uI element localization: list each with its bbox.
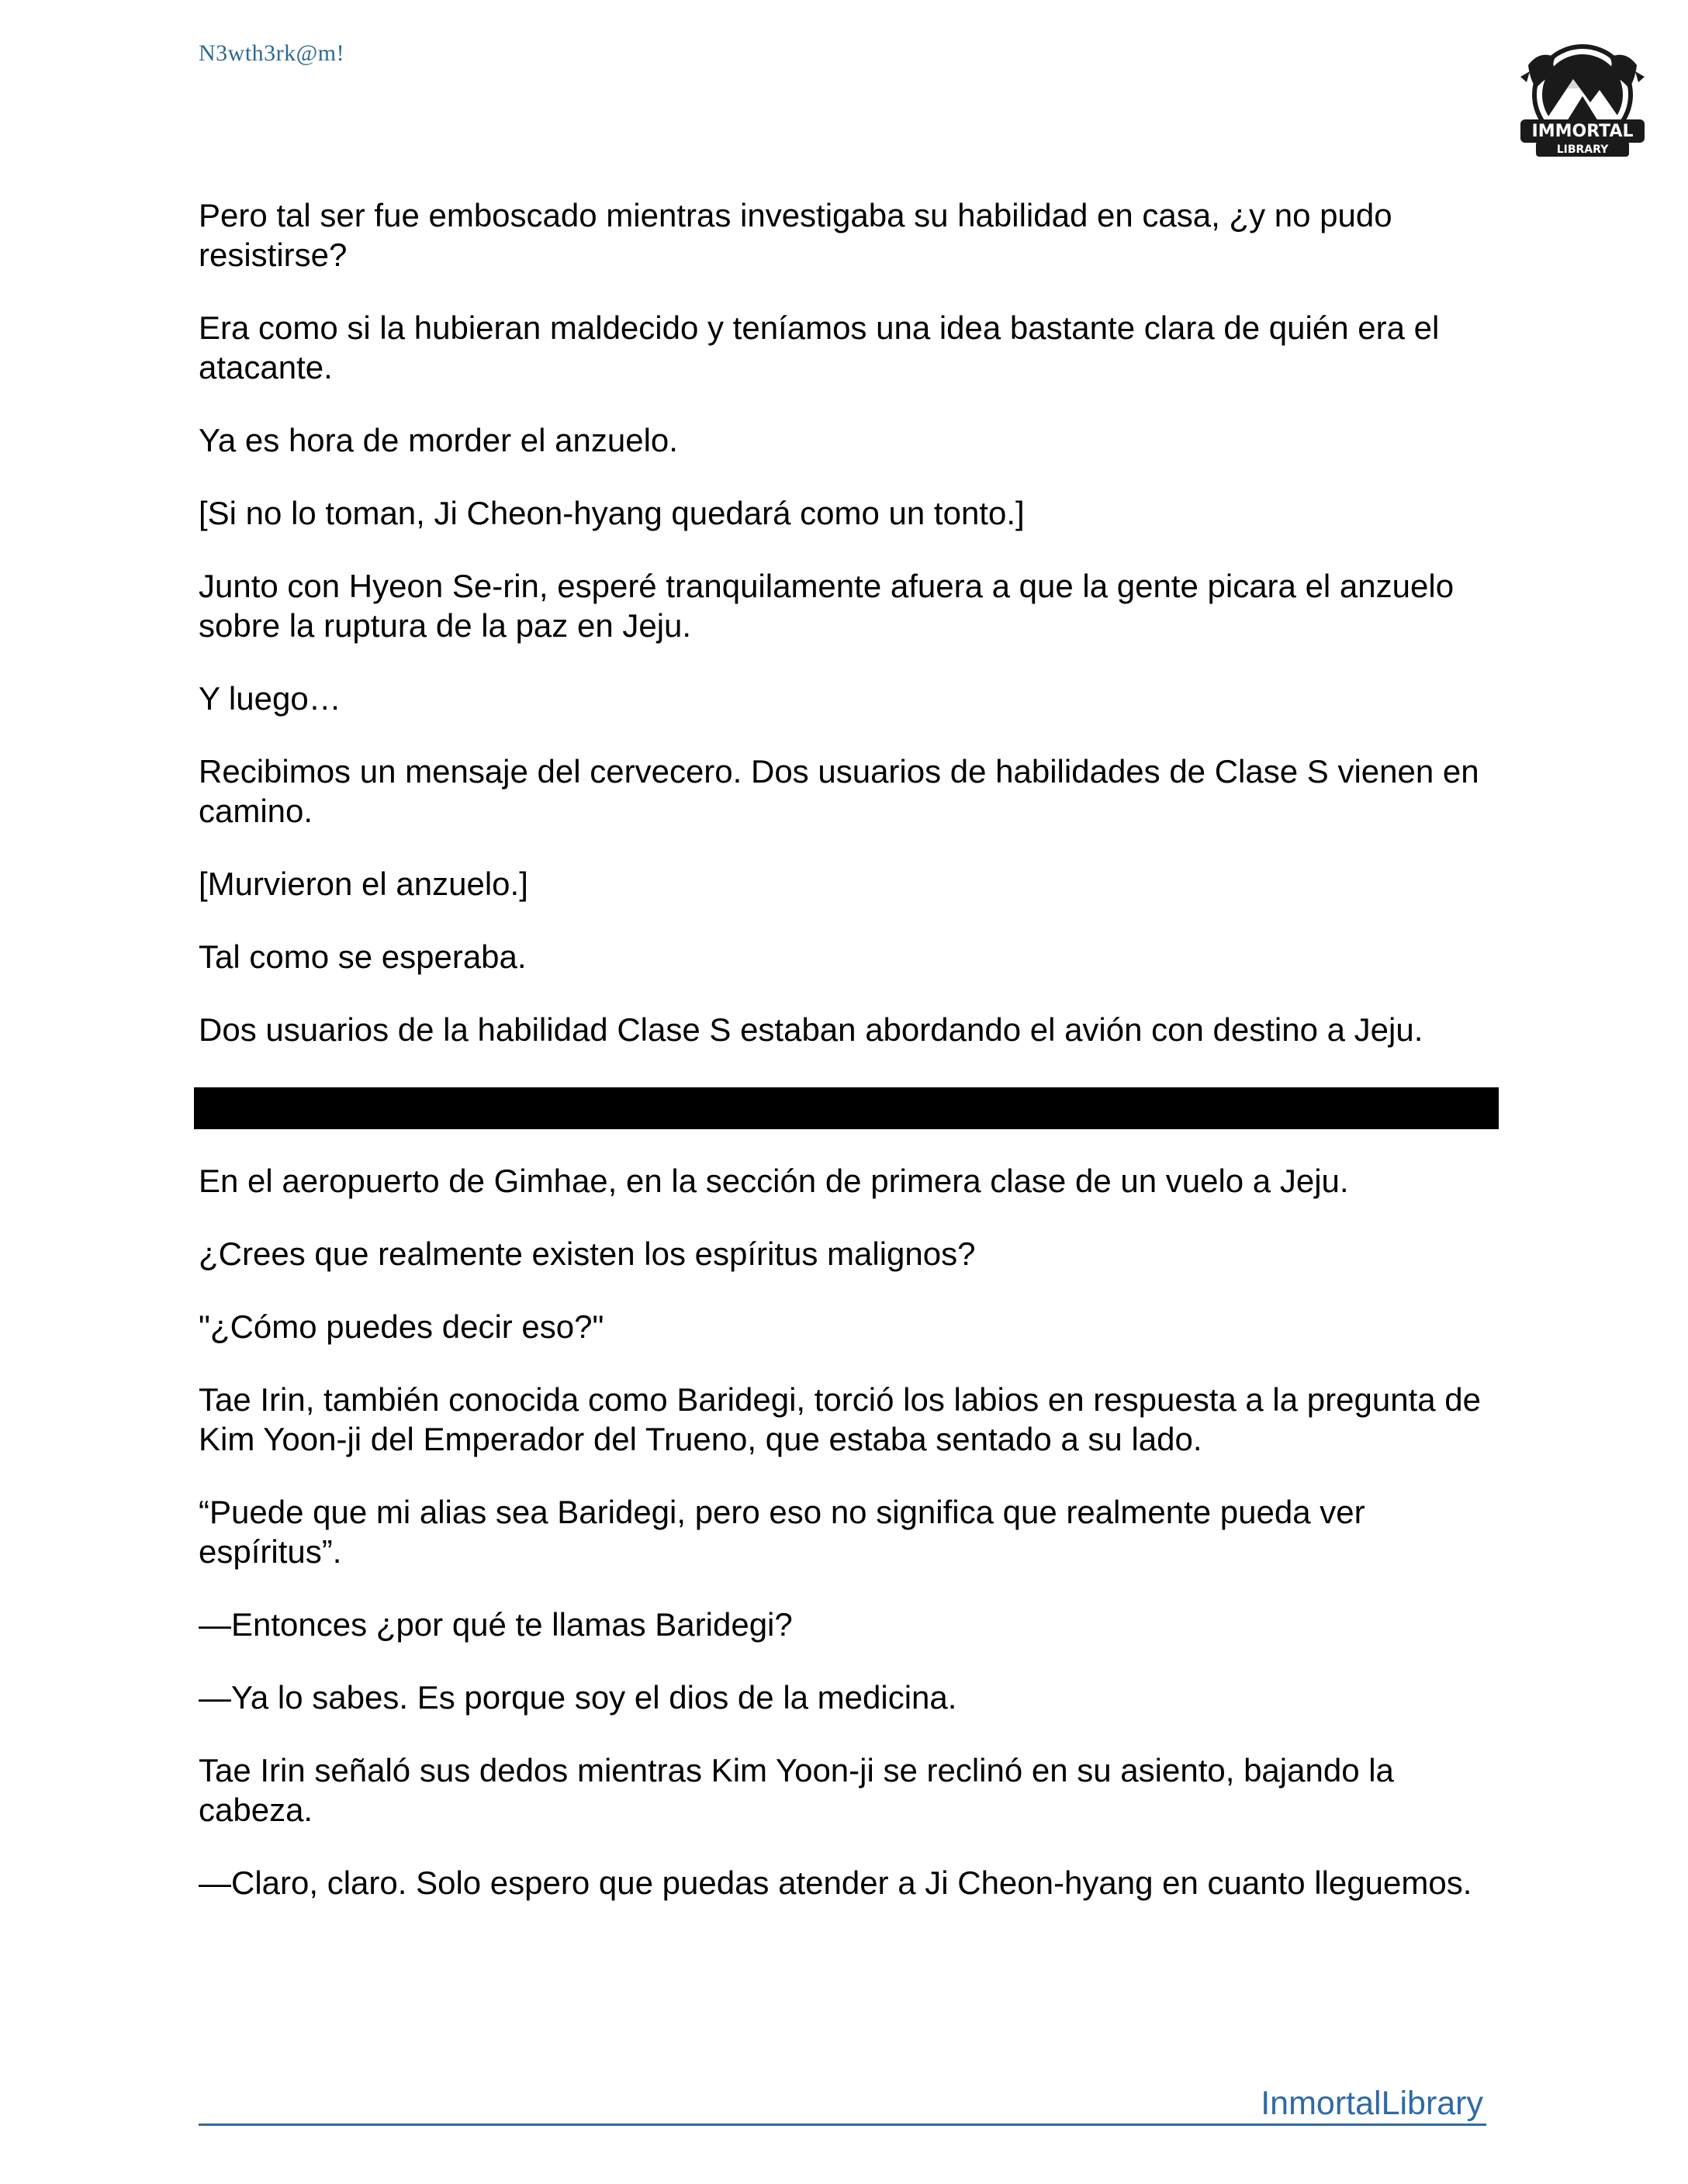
paragraph: En el aeropuerto de Gimhae, en la sección de primera clase de un vuelo a Jeju. [199, 1163, 1349, 1199]
header-watermark-text: N3wth3rk@m! [199, 40, 345, 66]
logo-text-top: IMMORTAL [1531, 122, 1634, 141]
paragraph: Ya es hora de morder el anzuelo. [199, 422, 678, 458]
paragraph: Tae Irin señaló sus dedos mientras Kim Yoon-ji se reclinó en su asiento, bajando la cabeza. [199, 1752, 1394, 1828]
body-text-section-1 [199, 195, 1502, 1083]
paragraph: Era como si la hubieran maldecido y teníamos una idea bastante clara de quién era el atacante. [199, 309, 1440, 385]
paragraph: —Claro, claro. Solo espero que puedas atender a Ji Cheon-hyang en cuanto lleguemos. [199, 1864, 1472, 1901]
section-divider-bar [194, 1087, 1499, 1129]
body-text-section-2 [199, 1161, 1502, 1936]
paragraph: Dos usuarios de la habilidad Clase S estaban abordando el avión con destino a Jeju. [199, 1011, 1423, 1048]
paragraph: Junto con Hyeon Se-rin, esperé tranquilamente afuera a que la gente picara el anzuelo sobre la ruptura de la paz en Jeju. [199, 568, 1455, 644]
paragraph: [Si no lo toman, Ji Cheon-hyang quedará como un tonto.] [199, 495, 1025, 531]
paragraph: ¿Crees que realmente existen los espíritus malignos? [199, 1235, 976, 1272]
paragraph: Pero tal ser fue emboscado mientras investigaba su habilidad en casa, ¿y no pudo resistirse? [199, 197, 1392, 273]
footer-inmortal-library-link[interactable]: InmortalLibrary [1261, 2085, 1483, 2122]
paragraph: "¿Cómo puedes decir eso?" [199, 1308, 604, 1345]
paragraph: Tae Irin, también conocida como Baridegi, torció los labios en respuesta a la pregunta de Kim Yoon-ji del Emperador del Trueno, que estaba sentado a su lado. [199, 1381, 1481, 1457]
paragraph: Y luego… [199, 680, 341, 717]
paragraph: [Murvieron el anzuelo.] [199, 866, 528, 902]
paragraph: —Entonces ¿por qué te llamas Baridegi? [199, 1606, 793, 1643]
paragraph: —Ya lo sabes. Es porque soy el dios de la medicina. [199, 1679, 957, 1716]
paragraph: “Puede que mi alias sea Baridegi, pero eso no significa que realmente pueda ver espíritus”. [199, 1494, 1365, 1570]
footer-underline [199, 2124, 1486, 2126]
immortal-library-logo [1513, 34, 1652, 162]
paragraph: Tal como se esperaba. [199, 938, 527, 975]
paragraph: Recibimos un mensaje del cervecero. Dos usuarios de habilidades de Clase S vienen en camino. [199, 753, 1479, 829]
logo-text-bottom: LIBRARY [1556, 143, 1609, 156]
